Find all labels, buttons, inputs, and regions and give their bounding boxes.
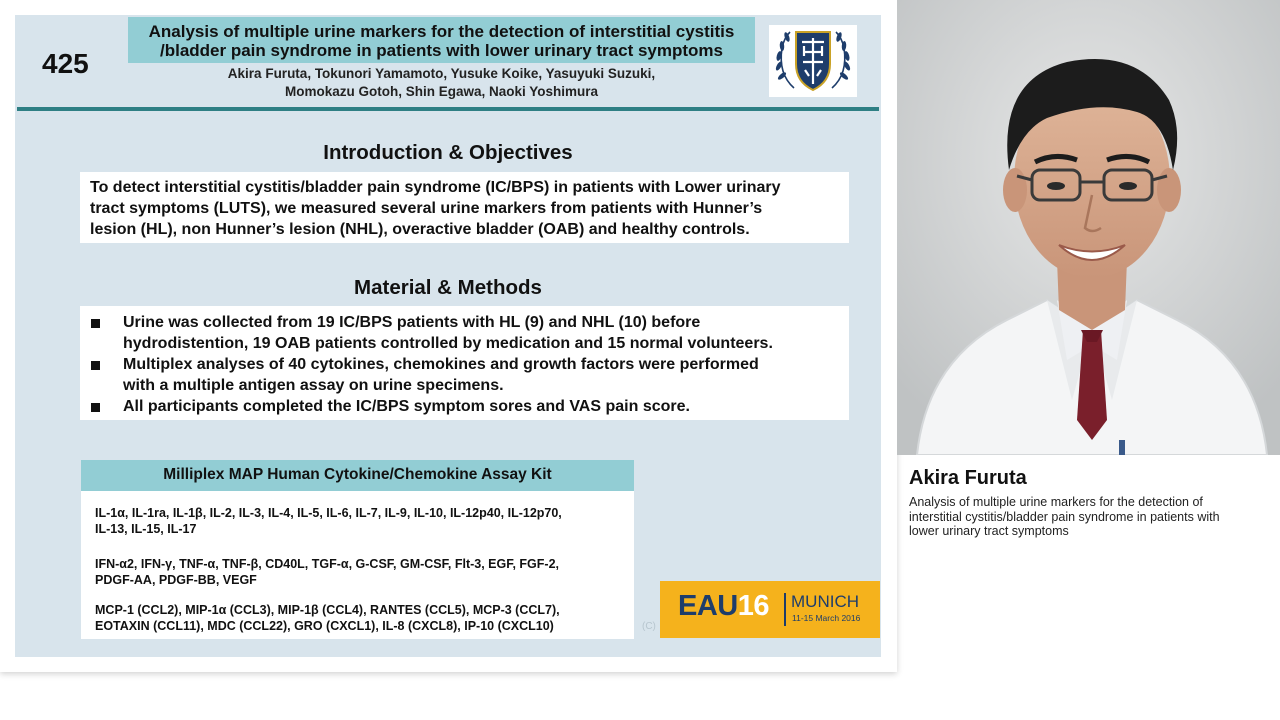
- bullet-line: Urine was collected from 19 IC/BPS patients with HL (9) and NHL (10) before: [123, 314, 701, 331]
- description-line: interstitial cystitis/bladder pain syndrome in patients with: [909, 509, 1220, 524]
- author-line: Akira Furuta, Tokunori Yamamoto, Yusuke Koike, Yasuyuki Suzuki,: [227, 66, 656, 81]
- methods-box: [80, 306, 849, 420]
- bullet-line: with a multiple antigen assay on urine specimens.: [123, 377, 504, 394]
- methods-bullet: [90, 396, 849, 417]
- logo-divider: [784, 593, 786, 626]
- congress-logo: [660, 581, 880, 638]
- methods-bullet: [90, 354, 849, 396]
- divider-rule: [17, 107, 879, 111]
- analyte-group: [95, 602, 625, 634]
- congress-logo-mark: [678, 590, 769, 623]
- intro-heading: Introduction & Objectives: [323, 141, 573, 164]
- eau-year: 16: [737, 590, 769, 622]
- poster-title: [128, 17, 755, 63]
- bullet-line: All participants completed the IC/BPS symptom sores and VAS pain score.: [123, 398, 690, 415]
- university-crest-icon: [769, 25, 857, 97]
- copyright-mark: (C): [642, 621, 656, 632]
- title-line: /bladder pain syndrome in patients with lower urinary tract symptoms: [159, 41, 723, 60]
- poster-slide: [15, 15, 881, 657]
- analyte-line: EOTAXIN (CCL11), MDC (CCL22), GRO (CXCL1), IL-8 (CXCL8), IP-10 (CXCL10): [95, 619, 554, 633]
- author-line: Momokazu Gotoh, Shin Egawa, Naoki Yoshimura: [284, 84, 599, 99]
- assay-kit-table: [81, 460, 634, 639]
- analyte-line: MCP-1 (CCL2), MIP-1α (CCL3), MIP-1β (CCL4), RANTES (CCL5), MCP-3 (CCL7),: [95, 603, 560, 617]
- congress-dates: 11-15 March 2016: [792, 613, 861, 623]
- analyte-group: [95, 556, 625, 588]
- description-line: lower urinary tract symptoms: [909, 524, 1069, 538]
- bullet-line: hydrodistention, 19 OAB patients controlled by medication and 15 normal volunteers.: [123, 335, 773, 352]
- speaker-description: [909, 495, 1274, 539]
- analyte-line: PDGF-AA, PDGF-BB, VEGF: [95, 573, 257, 587]
- intro-line: To detect interstitial cystitis/bladder pain syndrome (IC/BPS) in patients with Lower urinary: [90, 179, 781, 196]
- author-list: [128, 65, 755, 101]
- bullet-square-icon: [91, 403, 100, 412]
- analyte-group: [95, 505, 625, 537]
- methods-heading: Material & Methods: [354, 276, 542, 299]
- intro-line: tract symptoms (LUTS), we measured several urine markers from patients with Hunner’s: [90, 200, 763, 217]
- analyte-line: IL-1α, IL-1ra, IL-1β, IL-2, IL-3, IL-4, IL-5, IL-6, IL-7, IL-9, IL-10, IL-12p40, IL-12p70,: [95, 506, 562, 520]
- title-line: Analysis of multiple urine markers for the detection of interstitial cystitis: [148, 22, 735, 41]
- assay-kit-heading: Milliplex MAP Human Cytokine/Chemokine Assay Kit: [81, 460, 634, 491]
- intro-line: lesion (HL), non Hunner’s lesion (NHL), overactive bladder (OAB) and healthy controls.: [90, 221, 750, 238]
- bullet-square-icon: [91, 361, 100, 370]
- congress-city: MUNICH: [791, 592, 859, 611]
- analyte-line: IL-13, IL-15, IL-17: [95, 522, 197, 536]
- eau-text: EAU: [678, 590, 738, 622]
- description-line: Analysis of multiple urine markers for the detection of: [909, 495, 1203, 509]
- analyte-line: IFN-α2, IFN-γ, TNF-α, TNF-β, CD40L, TGF-α, G-CSF, GM-CSF, Flt-3, EGF, FGF-2,: [95, 557, 560, 571]
- bullet-square-icon: [91, 319, 100, 328]
- poster-number: 425: [42, 48, 89, 79]
- speaker-name: Akira Furuta: [909, 467, 1027, 489]
- speaker-photo: [897, 0, 1280, 455]
- intro-box: [80, 172, 849, 243]
- methods-bullet: [90, 312, 849, 354]
- bullet-line: Multiplex analyses of 40 cytokines, chemokines and growth factors were performed: [123, 356, 759, 373]
